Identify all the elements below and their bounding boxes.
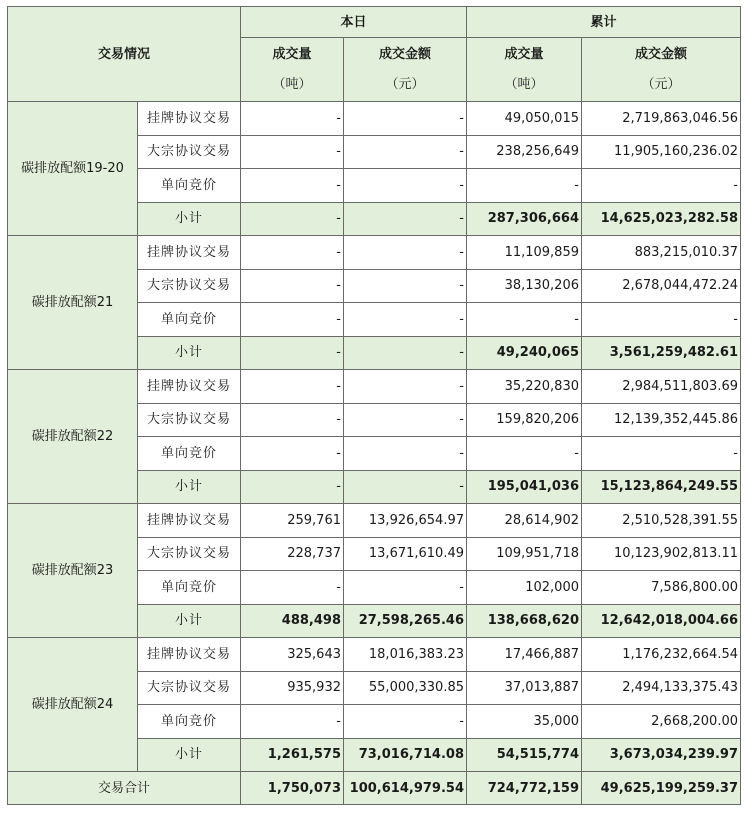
table-body bbox=[8, 102, 741, 772]
trade-type-label: 挂牌协议交易 bbox=[138, 638, 241, 672]
cell-cum-volume: 28,614,902 bbox=[467, 504, 582, 538]
subtotal-label: 小计 bbox=[138, 336, 241, 370]
cell-cum-volume: - bbox=[467, 437, 582, 471]
cell-today-volume: - bbox=[241, 437, 344, 471]
trade-type-label: 单向竞价 bbox=[138, 303, 241, 337]
cell-today-amount: - bbox=[344, 135, 467, 169]
cell-cum-volume: 49,240,065 bbox=[467, 336, 582, 370]
cell-cum-volume: - bbox=[467, 303, 582, 337]
cell-today-amount: - bbox=[344, 437, 467, 471]
header-corner: 交易情况 bbox=[8, 7, 241, 102]
cell-cum-amount: 3,561,259,482.61 bbox=[582, 336, 741, 370]
cell-cum-amount: 15,123,864,249.55 bbox=[582, 470, 741, 504]
cell-today-volume: 259,761 bbox=[241, 504, 344, 538]
total-today-amount: 100,614,979.54 bbox=[344, 772, 467, 805]
cell-cum-amount: - bbox=[582, 437, 741, 471]
cell-cum-amount: 11,905,160,236.02 bbox=[582, 135, 741, 169]
header-cumulative: 累计 bbox=[467, 7, 741, 38]
table-row bbox=[8, 102, 741, 136]
cell-cum-amount: 2,668,200.00 bbox=[582, 705, 741, 739]
cell-cum-amount: 883,215,010.37 bbox=[582, 236, 741, 270]
cell-today-volume: 1,261,575 bbox=[241, 738, 344, 772]
total-cum-amount: 49,625,199,259.37 bbox=[582, 772, 741, 805]
header-volume-unit: （吨） bbox=[272, 77, 312, 92]
cell-cum-volume: 159,820,206 bbox=[467, 403, 582, 437]
header-cum-amount bbox=[582, 38, 741, 102]
header-amount-label: 成交金额 bbox=[378, 47, 431, 62]
cell-today-volume: - bbox=[241, 236, 344, 270]
cell-today-volume: - bbox=[241, 470, 344, 504]
cell-cum-volume: 35,000 bbox=[467, 705, 582, 739]
cell-today-amount: - bbox=[344, 403, 467, 437]
cell-cum-volume: 195,041,036 bbox=[467, 470, 582, 504]
cell-cum-amount: - bbox=[582, 169, 741, 203]
header-volume-unit: （吨） bbox=[504, 77, 544, 92]
cell-today-amount: - bbox=[344, 236, 467, 270]
cell-cum-volume: 109,951,718 bbox=[467, 537, 582, 571]
cell-cum-amount: 2,719,863,046.56 bbox=[582, 102, 741, 136]
carbon-trading-table bbox=[7, 6, 741, 805]
cell-cum-volume: 287,306,664 bbox=[467, 202, 582, 236]
header-cum-volume bbox=[467, 38, 582, 102]
trade-type-label: 挂牌协议交易 bbox=[138, 102, 241, 136]
cell-cum-volume: 238,256,649 bbox=[467, 135, 582, 169]
group-name: 碳排放配额24 bbox=[8, 638, 138, 772]
cell-cum-amount: 2,678,044,472.24 bbox=[582, 269, 741, 303]
cell-cum-volume: 54,515,774 bbox=[467, 738, 582, 772]
trade-type-label: 单向竞价 bbox=[138, 169, 241, 203]
cell-cum-amount: 12,139,352,445.86 bbox=[582, 403, 741, 437]
cell-today-amount: - bbox=[344, 303, 467, 337]
cell-today-amount: - bbox=[344, 102, 467, 136]
cell-today-volume: - bbox=[241, 336, 344, 370]
cell-today-volume: 488,498 bbox=[241, 604, 344, 638]
table-row bbox=[8, 236, 741, 270]
group-name: 碳排放配额19-20 bbox=[8, 102, 138, 236]
header-amount-label: 成交金额 bbox=[634, 47, 687, 62]
cell-cum-amount: 14,625,023,282.58 bbox=[582, 202, 741, 236]
cell-cum-amount: 12,642,018,004.66 bbox=[582, 604, 741, 638]
table-row bbox=[8, 370, 741, 404]
cell-today-amount: - bbox=[344, 202, 467, 236]
trade-type-label: 大宗协议交易 bbox=[138, 537, 241, 571]
cell-today-amount: - bbox=[344, 571, 467, 605]
trade-type-label: 大宗协议交易 bbox=[138, 671, 241, 705]
cell-today-volume: - bbox=[241, 169, 344, 203]
cell-today-amount: 27,598,265.46 bbox=[344, 604, 467, 638]
cell-today-amount: - bbox=[344, 269, 467, 303]
cell-today-amount: 13,926,654.97 bbox=[344, 504, 467, 538]
cell-today-volume: - bbox=[241, 202, 344, 236]
trade-type-label: 大宗协议交易 bbox=[138, 269, 241, 303]
cell-today-volume: - bbox=[241, 135, 344, 169]
table-row bbox=[8, 504, 741, 538]
trade-type-label: 单向竞价 bbox=[138, 705, 241, 739]
subtotal-label: 小计 bbox=[138, 604, 241, 638]
subtotal-label: 小计 bbox=[138, 202, 241, 236]
subtotal-label: 小计 bbox=[138, 470, 241, 504]
total-row bbox=[8, 772, 741, 805]
table-row bbox=[8, 638, 741, 672]
group-name: 碳排放配额23 bbox=[8, 504, 138, 638]
header-today: 本日 bbox=[241, 7, 467, 38]
cell-cum-amount: 1,176,232,664.54 bbox=[582, 638, 741, 672]
cell-today-volume: - bbox=[241, 303, 344, 337]
trade-type-label: 单向竞价 bbox=[138, 437, 241, 471]
cell-today-volume: - bbox=[241, 705, 344, 739]
group-name: 碳排放配额21 bbox=[8, 236, 138, 370]
trade-type-label: 大宗协议交易 bbox=[138, 403, 241, 437]
cell-cum-amount: 10,123,902,813.11 bbox=[582, 537, 741, 571]
header-today-amount bbox=[344, 38, 467, 102]
cell-today-volume: - bbox=[241, 403, 344, 437]
cell-today-volume: - bbox=[241, 571, 344, 605]
cell-cum-amount: 7,586,800.00 bbox=[582, 571, 741, 605]
header-today-volume bbox=[241, 38, 344, 102]
cell-cum-volume: 38,130,206 bbox=[467, 269, 582, 303]
cell-today-amount: - bbox=[344, 370, 467, 404]
cell-today-volume: 935,932 bbox=[241, 671, 344, 705]
cell-cum-amount: - bbox=[582, 303, 741, 337]
cell-today-amount: 18,016,383.23 bbox=[344, 638, 467, 672]
cell-today-volume: - bbox=[241, 102, 344, 136]
cell-today-amount: 55,000,330.85 bbox=[344, 671, 467, 705]
cell-cum-volume: - bbox=[467, 169, 582, 203]
cell-today-amount: 73,016,714.08 bbox=[344, 738, 467, 772]
cell-today-amount: - bbox=[344, 470, 467, 504]
trade-type-label: 大宗协议交易 bbox=[138, 135, 241, 169]
trade-type-label: 挂牌协议交易 bbox=[138, 504, 241, 538]
cell-today-amount: - bbox=[344, 705, 467, 739]
cell-today-volume: 325,643 bbox=[241, 638, 344, 672]
cell-cum-volume: 17,466,887 bbox=[467, 638, 582, 672]
trade-type-label: 单向竞价 bbox=[138, 571, 241, 605]
group-name: 碳排放配额22 bbox=[8, 370, 138, 504]
header-amount-unit: （元） bbox=[641, 77, 681, 92]
cell-today-amount: - bbox=[344, 169, 467, 203]
cell-cum-amount: 2,494,133,375.43 bbox=[582, 671, 741, 705]
header-amount-unit: （元） bbox=[385, 77, 425, 92]
header-volume-label: 成交量 bbox=[504, 47, 544, 62]
total-today-volume: 1,750,073 bbox=[241, 772, 344, 805]
cell-cum-amount: 2,984,511,803.69 bbox=[582, 370, 741, 404]
cell-cum-volume: 37,013,887 bbox=[467, 671, 582, 705]
cell-cum-volume: 11,109,859 bbox=[467, 236, 582, 270]
trade-type-label: 挂牌协议交易 bbox=[138, 370, 241, 404]
cell-today-volume: - bbox=[241, 370, 344, 404]
cell-cum-volume: 35,220,830 bbox=[467, 370, 582, 404]
cell-today-amount: - bbox=[344, 336, 467, 370]
subtotal-label: 小计 bbox=[138, 738, 241, 772]
total-label: 交易合计 bbox=[8, 772, 241, 805]
cell-cum-volume: 102,000 bbox=[467, 571, 582, 605]
cell-today-volume: 228,737 bbox=[241, 537, 344, 571]
cell-cum-volume: 49,050,015 bbox=[467, 102, 582, 136]
total-cum-volume: 724,772,159 bbox=[467, 772, 582, 805]
cell-cum-amount: 3,673,034,239.97 bbox=[582, 738, 741, 772]
cell-cum-amount: 2,510,528,391.55 bbox=[582, 504, 741, 538]
header-volume-label: 成交量 bbox=[272, 47, 312, 62]
cell-today-amount: 13,671,610.49 bbox=[344, 537, 467, 571]
cell-today-volume: - bbox=[241, 269, 344, 303]
header-row-top bbox=[8, 7, 741, 38]
cell-cum-volume: 138,668,620 bbox=[467, 604, 582, 638]
trade-type-label: 挂牌协议交易 bbox=[138, 236, 241, 270]
